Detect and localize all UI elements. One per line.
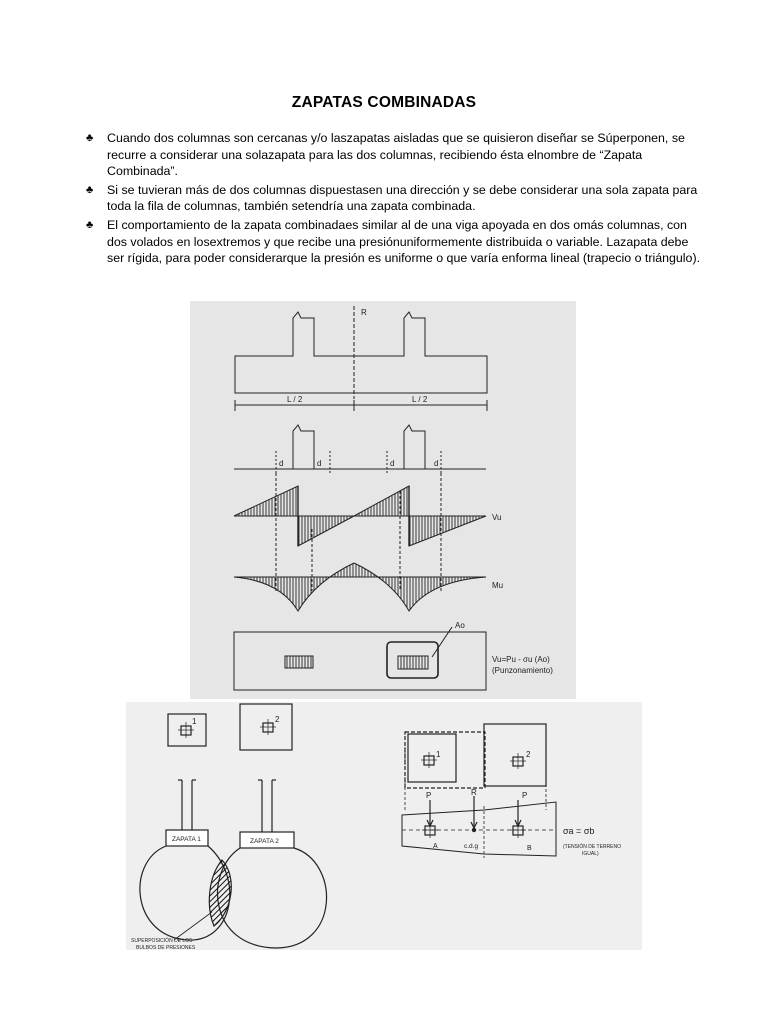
pressure-bulbs-svg: [126, 702, 642, 950]
club-icon: ♣: [86, 132, 94, 144]
column-number: 2: [275, 715, 280, 724]
d-label: d: [434, 459, 439, 468]
bullet-text: Si se tuvieran más de dos columnas dispuestasen una dirección y se debe considerar una sola zapata para toda la fila de columnas, también setendría una zapata combinada.: [107, 182, 698, 214]
combined-footing-svg: [190, 301, 576, 699]
overlap-label: BULBOS DE PRESIONES: [136, 945, 196, 950]
list-item: [86, 130, 706, 180]
point-label: B: [527, 845, 532, 852]
column-number: 1: [436, 750, 441, 759]
point-label: A: [433, 843, 438, 850]
punching-note: (Punzonamiento): [492, 666, 553, 675]
stress-equality: σa = σb: [563, 826, 595, 836]
page-title: ZAPATAS COMBINADAS: [291, 94, 477, 111]
d-label: d: [279, 459, 284, 468]
stress-note: (TENSIÓN DE TERRENO: [563, 844, 621, 850]
club-icon: ♣: [86, 183, 94, 196]
pressure-bulbs-diagram: [126, 702, 642, 950]
list-item: [86, 182, 706, 215]
resultant-label: R: [471, 788, 477, 797]
bullet-text: Cuando dos columnas son cercanas y/o laszapatas aisladas que se quisieron diseñar se Súperponen, se recurre a considerar una solazapata para las dos columnas, recibiendo ésta elnombre de “Zapata Combinada”.: [107, 131, 685, 179]
combined-footing-diagram: [190, 301, 576, 699]
footing-label: ZAPATA 1: [172, 836, 201, 843]
load-label: P: [522, 791, 528, 800]
column-number: 1: [192, 717, 197, 726]
footing-label: ZAPATA 2: [250, 838, 279, 845]
half-length-label: L / 2: [412, 395, 428, 404]
stress-note: IGUAL): [582, 851, 599, 857]
bullet-text: El comportamiento de la zapata combinadaes similar al de una viga apoyada en dos omás columnas, con dos volados en losextremos y que recibe una presiónuniformemente distribuida o variable. Lazapata debe ser rígida, para poder considerarque la presión es uniforme o que varía enforma lineal (trapecio o triángulo).: [107, 217, 701, 266]
resultant-label: R: [361, 308, 367, 317]
list-item: [86, 217, 706, 267]
punching-formula: Vu=Pu - σu (Ao): [492, 655, 550, 664]
centroid-label: c.d.g: [464, 843, 479, 850]
overlap-label: SUPERPOSICIÓN DE LOS: [131, 938, 193, 944]
d-label: d: [390, 459, 395, 468]
area-label: Ao: [455, 621, 465, 630]
half-length-label: L / 2: [287, 395, 303, 404]
column-number: 2: [526, 750, 531, 759]
load-label: P: [426, 791, 432, 800]
club-icon: ♣: [86, 218, 94, 231]
d-label: d: [317, 459, 322, 468]
bullet-list: [86, 130, 706, 269]
moment-label: Mu: [492, 581, 504, 590]
shear-label: Vu: [492, 513, 502, 522]
